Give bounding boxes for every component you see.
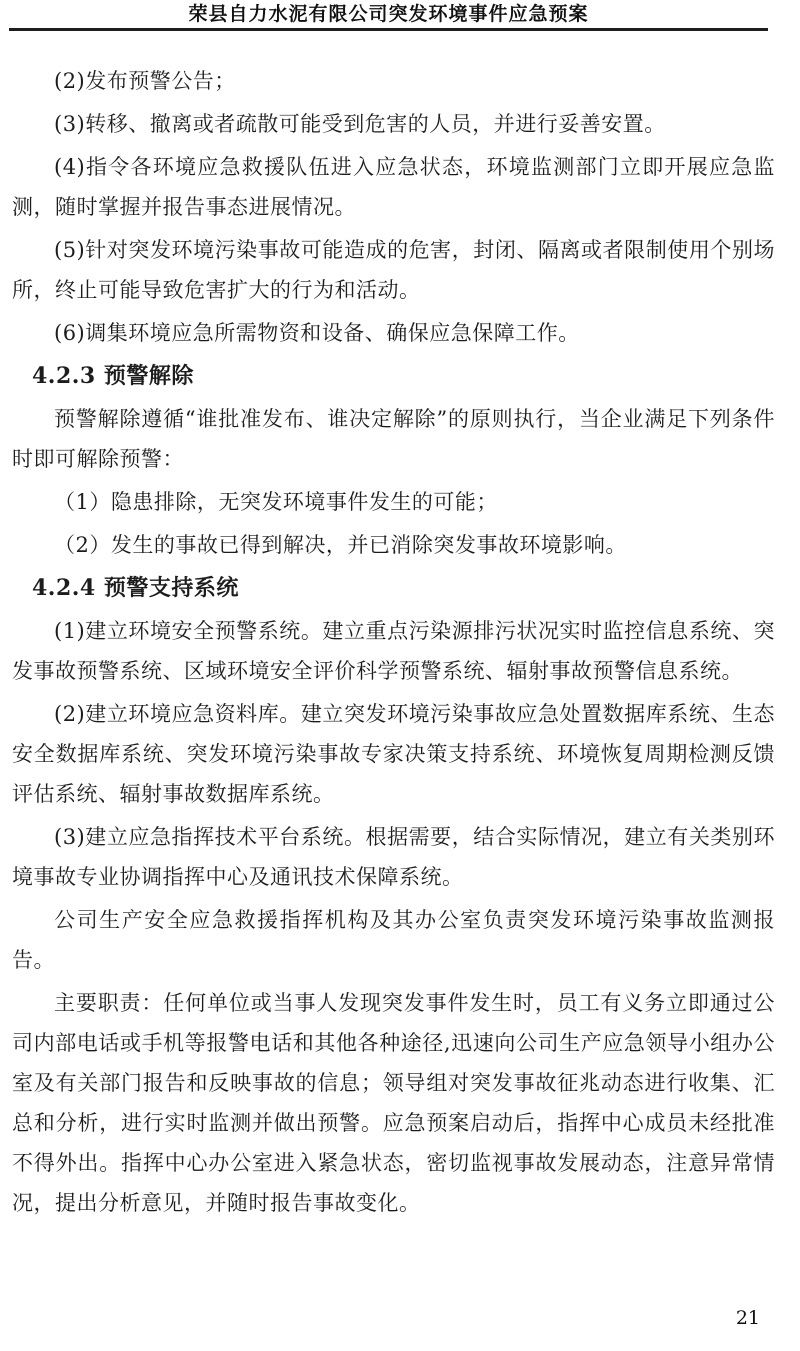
paragraph: (2)发布预警公告； [54,69,236,93]
page-header [9,0,768,31]
paragraph: （1）隐患排除，无突发环境事件发生的可能； [54,490,498,514]
section-heading: 4.2.3 预警解除 [32,363,194,389]
paragraph: (5)针对突发环境污染事故可能造成的危害，封闭、隔离或者限制使用个别场所，终止可能导致危害扩大的行为和活动。 [12,238,775,302]
paragraph: (3)转移、撤离或者疏散可能受到危害的人员，并进行妥善安置。 [54,112,666,136]
paragraph: (3)建立应急指挥技术平台系统。根据需要，结合实际情况，建立有关类别环境事故专业协调指挥中心及通讯技术保障系统。 [12,825,775,889]
paragraph: 主要职责：任何单位或当事人发现突发事件发生时，员工有义务立即通过公司内部电话或手机等报警电话和其他各种途径,迅速向公司生产应急领导小组办公室及有关部门报告和反映事故的信息；领导组对突发事故征兆动态进行收集、汇总和分析，进行实时监测并做出预警。应急预案启动后，指挥中心成员未经批准不得外出。指挥中心办公室进入紧急状态，密切监视事故发展动态，注意异常情况，提出分析意见，并随时报告事故变化。 [12,991,775,1215]
paragraph: (6)调集环境应急所需物资和设备、确保应急保障工作。 [54,321,580,345]
page-number: 21 [735,1307,760,1329]
paragraph: 预警解除遵循“谁批准发布、谁决定解除”的原则执行，当企业满足下列条件时即可解除预警： [12,407,775,471]
section-heading: 4.2.4 预警支持系统 [32,575,239,601]
paragraph: (4)指令各环境应急救援队伍进入应急状态，环境监测部门立即开展应急监测，随时掌握并报告事态进展情况。 [12,155,775,219]
paragraph: 公司生产安全应急救援指挥机构及其办公室负责突发环境污染事故监测报告。 [12,908,775,972]
paragraph: (2)建立环境应急资料库。建立突发环境污染事故应急处置数据库系统、生态安全数据库系统、突发环境污染事故专家决策支持系统、环境恢复周期检测反馈评估系统、辐射事故数据库系统。 [12,702,775,806]
page-header-title: 荣县自力水泥有限公司突发环境事件应急预案 [188,3,589,25]
paragraph: (1)建立环境安全预警系统。建立重点污染源排污状况实时监控信息系统、突发事故预警系统、区域环境安全评价科学预警系统、辐射事故预警信息系统。 [12,619,775,683]
document-body [12,61,775,1223]
paragraph: （2）发生的事故已得到解决，并已消除突发事故环境影响。 [54,533,627,557]
